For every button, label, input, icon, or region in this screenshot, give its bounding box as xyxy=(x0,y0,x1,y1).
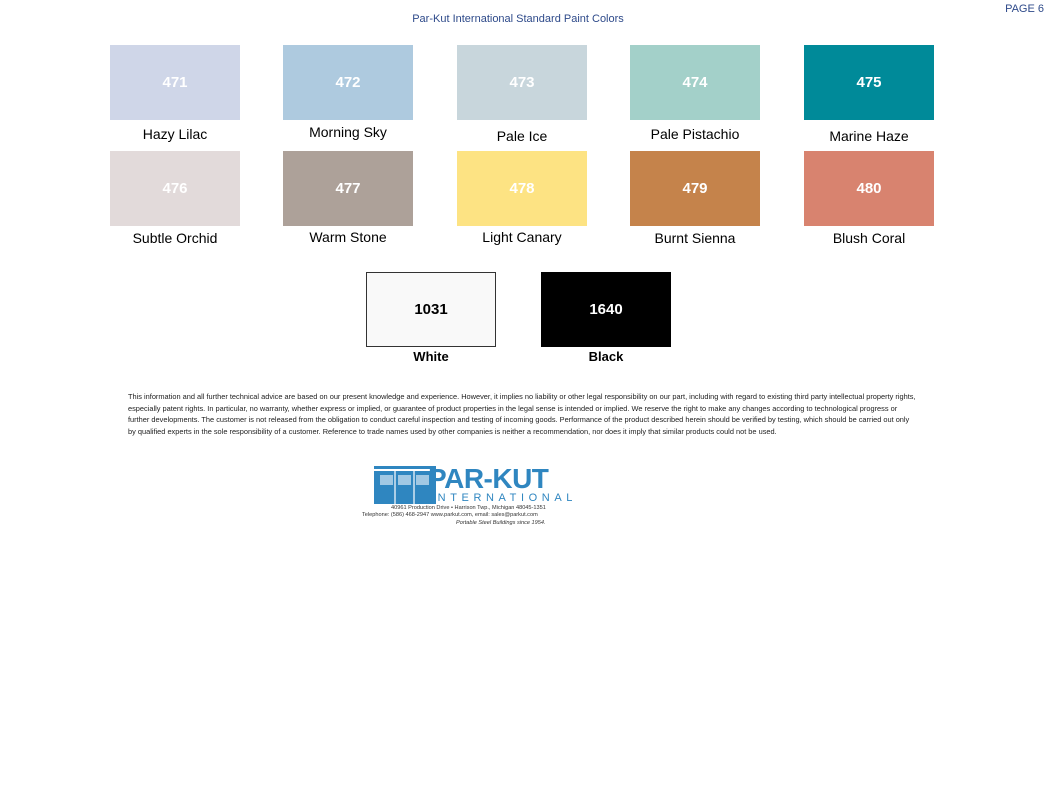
swatch-chip: 472 xyxy=(283,45,413,120)
page-number: PAGE 6 xyxy=(1005,3,1044,15)
color-swatch-474 xyxy=(630,45,760,142)
color-swatch-473 xyxy=(457,45,587,144)
swatch-name: Morning Sky xyxy=(309,124,387,140)
swatch-name: Pale Pistachio xyxy=(650,126,740,142)
swatch-name: Pale Ice xyxy=(496,128,548,144)
color-swatch-471 xyxy=(110,45,240,142)
color-swatch-480 xyxy=(804,151,934,246)
swatch-chip: 478 xyxy=(457,151,587,226)
swatch-chip: 1031 xyxy=(366,272,496,347)
swatch-name: White xyxy=(413,349,449,364)
swatch-name: Warm Stone xyxy=(309,229,387,245)
swatch-chip: 475 xyxy=(804,45,934,120)
swatch-name: Black xyxy=(588,349,624,364)
swatch-name: Marine Haze xyxy=(829,128,909,144)
logo-subtitle: INTERNATIONAL xyxy=(430,492,577,504)
swatch-name: Light Canary xyxy=(482,229,562,245)
swatch-chip: 473 xyxy=(457,45,587,120)
color-swatch-477 xyxy=(283,151,413,245)
swatch-chip: 479 xyxy=(630,151,760,226)
swatch-name: Hazy Lilac xyxy=(142,126,208,142)
swatch-name: Blush Coral xyxy=(832,230,906,246)
color-swatch-1640 xyxy=(541,272,671,364)
color-swatch-472 xyxy=(283,45,413,140)
swatch-chip: 1640 xyxy=(541,272,671,347)
swatch-chip: 477 xyxy=(283,151,413,226)
swatch-chip: 476 xyxy=(110,151,240,226)
swatch-name: Subtle Orchid xyxy=(132,230,218,246)
color-swatch-1031 xyxy=(366,272,496,364)
color-swatch-476 xyxy=(110,151,240,246)
color-swatch-479 xyxy=(630,151,760,246)
color-swatch-478 xyxy=(457,151,587,245)
company-contact: Telephone: (586) 468-2947 www.parkut.com, email: sales@parkut.com xyxy=(362,512,538,518)
swatch-chip: 474 xyxy=(630,45,760,120)
company-tagline: Portable Steel Buildings since 1954. xyxy=(456,520,546,526)
disclaimer-text: This information and all further technical advice are based on our present knowledge and experience. However, it implies no liability or other legal responsibility on our part, including with regard to existing third party intellectual property rights, especially patent rights. In particular, no warranty, whether express or implied, or guarantee of product properties in the legal sense is intended or implied. We reserve the right to make any changes according to technological progress or further developments. The customer is not released from the obligation to conduct careful inspection and testing of incoming goods. Performance of the product described herein should be verified by testing, which should be carried out only by qualified experts in the sole responsibility of a customer. Reference to trade names used by other companies is neither a recommendation, nor does it imply that similar products could not be used. xyxy=(128,392,916,437)
swatch-chip: 480 xyxy=(804,151,934,226)
document-title: Par-Kut International Standard Paint Colors xyxy=(412,13,624,25)
company-address: 40961 Production Drive • Harrison Twp., Michigan 48045-1351 xyxy=(391,505,546,511)
swatch-name: Burnt Sienna xyxy=(654,230,736,246)
building-icon xyxy=(374,466,436,504)
par-kut-logo xyxy=(362,463,578,530)
color-swatch-475 xyxy=(804,45,934,144)
logo-title: PAR-KUT xyxy=(428,463,549,494)
swatch-chip: 471 xyxy=(110,45,240,120)
